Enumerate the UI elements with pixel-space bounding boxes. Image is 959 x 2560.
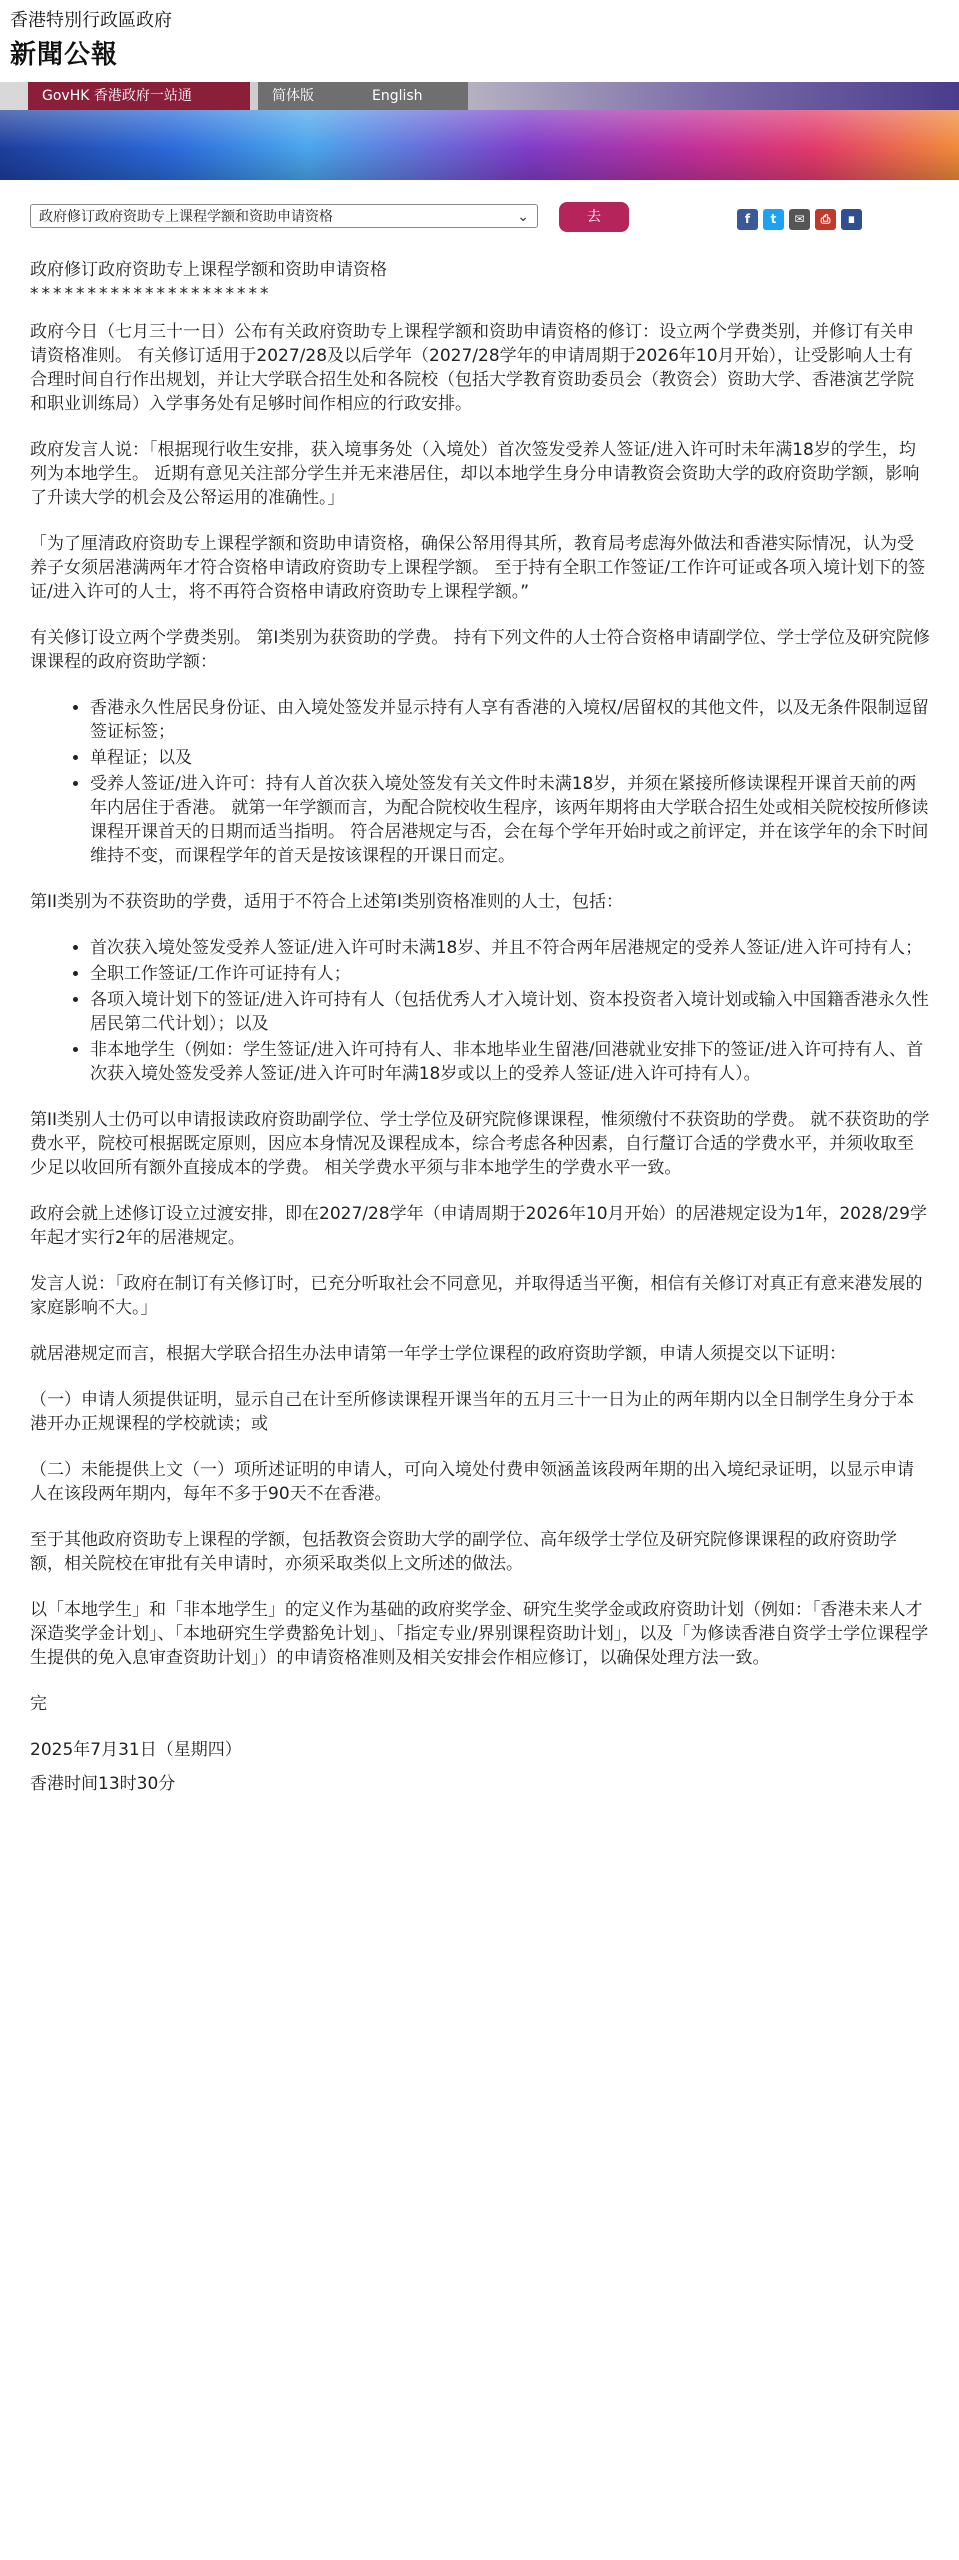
chevron-down-icon: ⌄ [517, 209, 529, 225]
paragraph-3: 「为了厘清政府资助专上课程学额和资助申请资格，确保公帑用得其所，教育局考虑海外做法和香港实际情况，认为受养子女须居港满两年才符合资格申请政府资助专上课程学额。 至于持有全职工作签证/工作许可证或各项入境计划下的签证/进入许可的人士，将不再符合资格申请政府资助专上课程学额。” [30, 534, 926, 602]
paragraph-12: 至于其他政府资助专上课程的学额，包括教资会资助大学的副学位、高年级学士学位及研究院修课课程的政府资助学额，相关院校在审批有关申请时，亦须采取类似上文所述的做法。 [30, 1530, 897, 1574]
nav-simplified-chinese-link[interactable]: 简体版 [258, 82, 358, 110]
article-toolbar [0, 198, 959, 234]
paragraph-11: （二）未能提供上文（一）项所述证明的申请人，可向入境处付费申领涵盖该段两年期的出入境纪录证明，以显示申请人在该段两年期内，每年不多于90天不在香港。 [30, 1460, 914, 1504]
go-button[interactable]: 去 [559, 202, 629, 232]
end-mark: 完 [30, 1694, 47, 1714]
department-name: 香港特別行政區政府 [10, 10, 172, 31]
paragraph-5: 第II类别为不获资助的学费，适用于不符合上述第I类别资格准则的人士，包括： [30, 892, 624, 912]
paragraph-7: 政府会就上述修订设立过渡安排，即在2027/28学年（申请周期于2026年10月开始）的居港规定设为1年，2028/29学年起才实行2年的居港规定。 [30, 1204, 927, 1248]
list-item: • 受养人签证/进入许可：持有人首次获入境处签发有关文件时未满18岁，并须在紧接所修读课程开课首天前的两年内居住于香港。 就第一年学额而言，为配合院校收生程序，该两年期将由大学联合招生处或相关院校按所修读课程开课首天的日期而适当指明。 符合居港规定与否，会在每个学年开始时或之前评定，并在该学年的余下时间维持不变，而课程学年的首天是按该课程的开课日而定。 [90, 772, 930, 868]
paragraph-4: 有关修订设立两个学费类别。 第I类别为获资助的学费。 持有下列文件的人士符合资格申请副学位、学士学位及研究院修课课程的政府资助学额： [30, 628, 930, 672]
print-icon[interactable]: ⎙ [815, 209, 836, 230]
list-item: • 首次获入境处签发受养人签证/进入许可时未满18岁、并且不符合两年居港规定的受养人签证/进入许可持有人； [90, 936, 930, 960]
list-item: • 非本地学生（例如：学生签证/进入许可持有人、非本地毕业生留港/回港就业安排下的签证/进入许可持有人、首次获入境处签发受养人签证/进入许可时年满18岁或以上的受养人签证/进入许可持有人）。 [90, 1038, 930, 1086]
header-banner-glow [0, 110, 959, 180]
twitter-icon[interactable]: t [763, 209, 784, 230]
nav-english-link[interactable]: English [358, 82, 468, 110]
category-2-list [30, 936, 930, 1086]
rss-icon[interactable]: ∎ [841, 209, 862, 230]
paragraph-13: 以「本地学生」和「非本地学生」的定义作为基础的政府奖学金、研究生奖学金或政府资助计划（例如：「香港未来人才深造奖学金计划」、「本地研究生学费豁免计划」、「指定专业/界别课程资助计划」，以及「为修读香港自资学士学位课程学生提供的免入息审查资助计划」）的申请资格准则及相关安排会作相应修订，以确保处理方法一致。 [30, 1600, 929, 1668]
paragraph-10: （一）申请人须提供证明，显示自己在计至所修读课程开课当年的五月三十一日为止的两年期内以全日制学生身分于本港开办正规课程的学校就读；或 [30, 1390, 914, 1434]
release-date: 2025年7月31日（星期四） [30, 1740, 242, 1760]
list-item: • 各项入境计划下的签证/进入许可持有人（包括优秀人才入境计划、资本投资者入境计划或输入中国籍香港永久性居民第二代计划）；以及 [90, 988, 930, 1036]
list-item: • 香港永久性居民身份证、由入境处签发并显示持有人享有香港的入境权/居留权的其他文件，以及无条件限制逗留签证标签； [90, 696, 930, 744]
article-title: 政府修订政府资助专上课程学额和资助申请资格 [30, 260, 387, 280]
release-time: 香港时间13时30分 [30, 1774, 176, 1794]
list-item: • 单程证；以及 [90, 746, 930, 770]
category-1-list [30, 696, 930, 868]
facebook-icon[interactable]: f [737, 209, 758, 230]
paragraph-8: 发言人说：「政府在制订有关修订时，已充分听取社会不同意见，并取得适当平衡，相信有关修订对真正有意来港发展的家庭影响不大。」 [30, 1274, 923, 1318]
title-divider-stars: ********************* [30, 284, 272, 304]
article-body [30, 258, 930, 1806]
paragraph-6: 第II类别人士仍可以申请报读政府资助副学位、学士学位及研究院修课课程，惟须缴付不获资助的学费。 就不获资助的学费水平，院校可根据既定原则，因应本身情况及课程成本，综合考虑各种因素，自行釐订合适的学费水平，并须收取至少足以收回所有额外直接成本的学费。 相关学费水平须与非本地学生的学费水平一致。 [30, 1110, 930, 1178]
email-icon[interactable]: ✉ [789, 209, 810, 230]
article-select[interactable] [30, 204, 538, 228]
list-item: • 全职工作签证/工作许可证持有人； [90, 962, 930, 986]
press-release-title: 新聞公報 [10, 40, 119, 70]
paragraph-2: 政府发言人说：「根据现行收生安排，获入境事务处（入境处）首次签发受养人签证/进入许可时未年满18岁的学生，均列为本地学生。 近期有意见关注部分学生并无来港居住，却以本地学生身分申请教资会资助大学的政府资助学额，影响了升读大学的机会及公帑运用的准确性。」 [30, 440, 920, 508]
top-nav-bar [0, 82, 959, 110]
paragraph-1: 政府今日（七月三十一日）公布有关政府资助专上课程学额和资助申请资格的修订：设立两个学费类别，并修订有关申请资格准则。 有关修订适用于2027/28及以后学年（2027/28学年的申请周期于2026年10月开始），让受影响人士有合理时间自行作出规划，并让大学联合招生处和各院校（包括大学教育资助委员会（教资会）资助大学、香港演艺学院和职业训练局）入学事务处有足够时间作相应的行政安排。 [30, 322, 914, 414]
article-select-value: 政府修订政府资助专上课程学额和资助申请资格 [39, 209, 333, 225]
paragraph-9: 就居港规定而言，根据大学联合招生办法申请第一年学士学位课程的政府资助学额，申请人须提交以下证明： [30, 1344, 846, 1364]
page-header [0, 0, 959, 110]
nav-govhk-link[interactable]: GovHK 香港政府一站通 [28, 82, 250, 110]
